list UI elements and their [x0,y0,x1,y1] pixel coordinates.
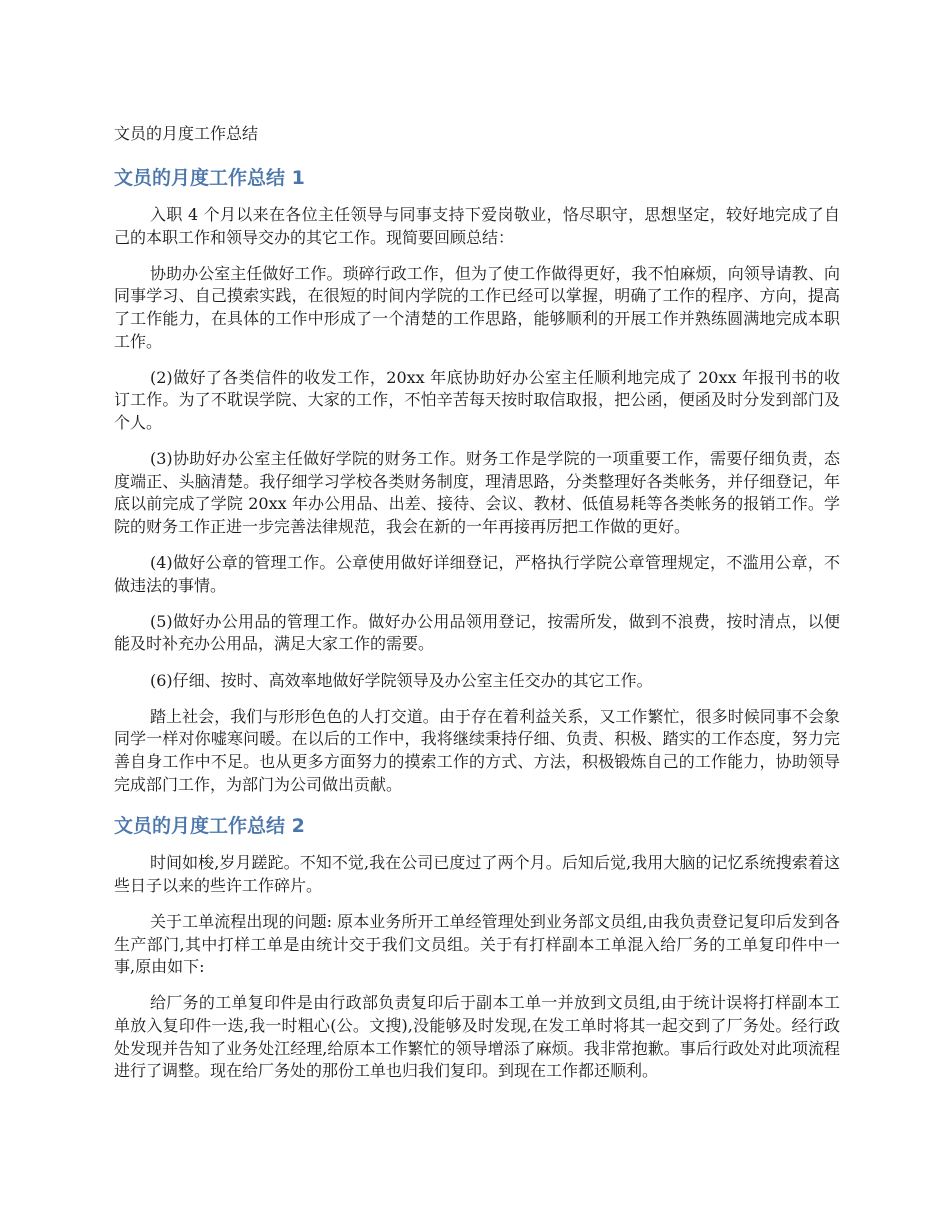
section-1 [114,164,840,796]
section-heading: 文员的月度工作总结 2 [114,815,305,838]
paragraph: (6)仔细、按时、高效率地做好学院领导及办公室主任交办的其它工作。 [150,670,653,690]
document-body [114,122,840,1096]
section-heading: 文员的月度工作总结 1 [114,167,305,189]
paragraph: 入职 4 个月以来在各位主任领导与同事支持下爱岗敬业，恪尽职守，思想坚定，较好地完成了自己的本职工作和领导交办的其它工作。现简要回顾总结： [114,205,840,247]
paragraph: (2)做好了各类信件的收发工作，20xx 年底协助好办公室主任顺利地完成了 20xx 年报刊书的收订工作。为了不耽误学院、大家的工作，不怕辛苦每天按时取信取报，把公函，便函及时分发到部门及个人。 [114,367,840,432]
paragraph: (3)协助好办公室主任做好学院的财务工作。财务工作是学院的一项重要工作，需要仔细负责，态度端正、头脑清楚。我仔细学习学校各类财务制度，理清思路，分类整理好各类帐务，并仔细登记，年底以前完成了学院 20xx 年办公用品、出差、接待、会议、教材、低值易耗等各类帐务的报销工作。学院的财务工作正进一步完善法律规范，我会在新的一年再接再厉把工作做的更好。 [114,449,840,536]
paragraph: 踏上社会，我们与形形色色的人打交道。由于存在着利益关系，又工作繁忙，很多时候同事不会象同学一样对你嘘寒问暖。在以后的工作中，我将继续秉持仔细、负责、积极、踏实的工作态度，努力完善自身工作中不足。也从更多方面努力的摸索工作的方式、方法，积极锻炼自己的工作能力，协助领导完成部门工作，为部门为公司做出贡献。 [114,706,840,794]
paragraph: 给厂务的工单复印件是由行政部负责复印后于副本工单一并放到文员组,由于统计误将打样副本工单放入复印件一迭,我一时粗心(公。文搜),没能够及时发现,在发工单时将其一起交到了厂务处。经行政处发现并告知了业务处江经理,给原本工作繁忙的领导增添了麻烦。我非常抱歉。事后行政处对此项流程进行了调整。现在给厂务处的那份工单也归我们复印。到现在工作都还顺利。 [114,993,840,1081]
paragraph: 关于工单流程出现的问题: 原本业务所开工单经管理处到业务部文员组,由我负责登记复印后发到各生产部门,其中打样工单是由统计交于我们文员组。关于有打样副本工单混入给厂务的工单复印件中一事,原由如下: [114,912,840,977]
paragraph: 时间如梭,岁月蹉跎。不知不觉,我在公司已度过了两个月。后知后觉,我用大脑的记忆系统搜索着这些日子以来的些许工作碎片。 [114,853,840,895]
paragraph: (4)做好公章的管理工作。公章使用做好详细登记，严格执行学院公章管理规定，不滥用公章，不做违法的事情。 [114,553,840,595]
paragraph: 协助办公室主任做好工作。琐碎行政工作，但为了使工作做得更好，我不怕麻烦，向领导请教、向同事学习、自己摸索实践，在很短的时间内学院的工作已经可以掌握，明确了工作的程序、方向，提高了工作能力，在具体的工作中形成了一个清楚的工作思路，能够顺利的开展工作并熟练圆满地完成本职工作。 [114,263,840,351]
document-title: 文员的月度工作总结 [114,124,259,143]
paragraph: (5)做好办公用品的管理工作。做好办公用品领用登记，按需所发，做到不浪费，按时清点，以便能及时补充办公用品，满足大家工作的需要。 [114,611,840,654]
section-2 [114,812,840,1083]
